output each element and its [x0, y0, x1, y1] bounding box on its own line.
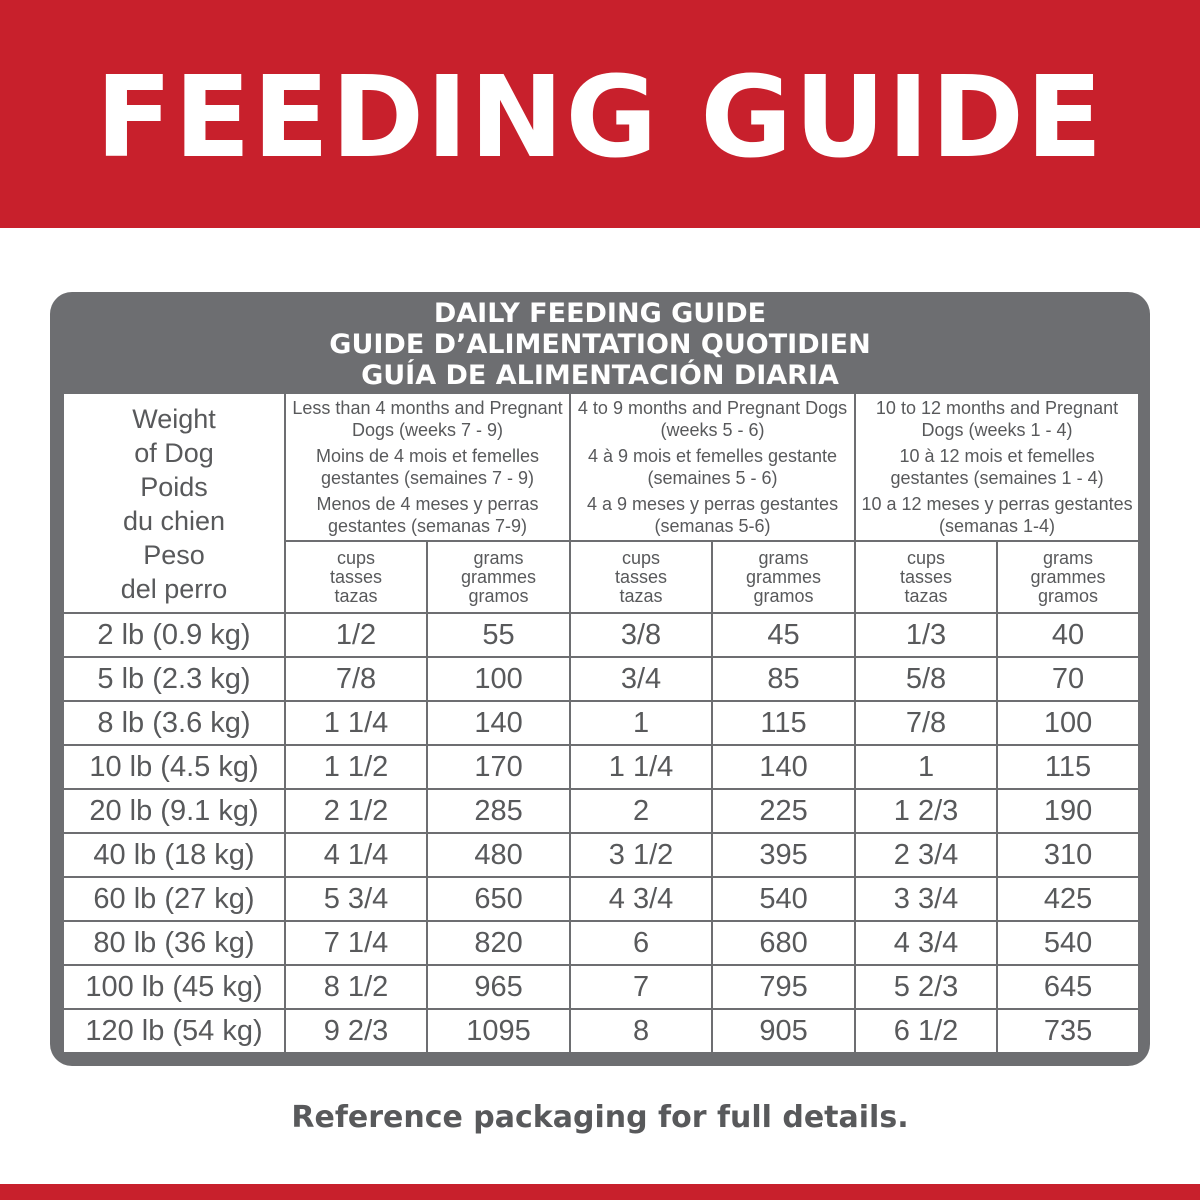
grams-cell: 140 [712, 745, 855, 789]
grams-cell: 540 [997, 921, 1139, 965]
grams-cell: 285 [427, 789, 570, 833]
grams-cell: 905 [712, 1009, 855, 1053]
grams-cell: 190 [997, 789, 1139, 833]
grams-cell: 310 [997, 833, 1139, 877]
grams-cell: 735 [997, 1009, 1139, 1053]
cups-cell: 3 1/2 [570, 833, 712, 877]
weight-cell: 120 lb (54 kg) [63, 1009, 285, 1053]
table-row [63, 965, 1139, 1009]
grams-cell: 115 [997, 745, 1139, 789]
grams-cell: 1095 [427, 1009, 570, 1053]
unit-header-grams: grams grammes gramos [997, 541, 1139, 613]
grams-cell: 70 [997, 657, 1139, 701]
cups-cell: 1 2/3 [855, 789, 997, 833]
weight-cell: 80 lb (36 kg) [63, 921, 285, 965]
guide-title-es: GUÍA DE ALIMENTACIÓN DIARIA [361, 359, 839, 391]
grams-cell: 795 [712, 965, 855, 1009]
grams-cell: 820 [427, 921, 570, 965]
grams-cell: 965 [427, 965, 570, 1009]
cups-cell: 1 1/4 [285, 701, 427, 745]
grams-cell: 45 [712, 613, 855, 657]
weight-cell: 2 lb (0.9 kg) [63, 613, 285, 657]
grams-cell: 480 [427, 833, 570, 877]
grams-cell: 170 [427, 745, 570, 789]
cups-cell: 3/8 [570, 613, 712, 657]
cups-cell: 3/4 [570, 657, 712, 701]
age-group-header-3: 10 to 12 months and Pregnant Dogs (weeks 1 - 4) 10 à 12 mois et femelles gestantes (semaines 1 - 4) 10 a 12 meses y perras gestantes (semanas 1-4) [855, 393, 1139, 541]
footer-note: Reference packaging for full details. [291, 1100, 909, 1135]
grams-cell: 395 [712, 833, 855, 877]
weight-cell: 100 lb (45 kg) [63, 965, 285, 1009]
weight-cell: 10 lb (4.5 kg) [63, 745, 285, 789]
cups-cell: 5/8 [855, 657, 997, 701]
weight-cell: 8 lb (3.6 kg) [63, 701, 285, 745]
unit-header-grams: grams grammes gramos [427, 541, 570, 613]
grams-cell: 115 [712, 701, 855, 745]
table-row [63, 789, 1139, 833]
cups-cell: 4 1/4 [285, 833, 427, 877]
unit-header-cups: cups tasses tazas [285, 541, 427, 613]
guide-title-fr: GUIDE D’ALIMENTATION QUOTIDIEN [329, 328, 871, 360]
cups-cell: 1/3 [855, 613, 997, 657]
table-row [63, 921, 1139, 965]
weight-column-header: Weight of Dog Poids du chien Peso del perro [63, 393, 285, 613]
weight-cell: 5 lb (2.3 kg) [63, 657, 285, 701]
table-row [63, 701, 1139, 745]
feeding-guide-banner [0, 0, 1200, 228]
grams-cell: 55 [427, 613, 570, 657]
grams-cell: 650 [427, 877, 570, 921]
grams-cell: 425 [997, 877, 1139, 921]
cups-cell: 6 [570, 921, 712, 965]
cups-cell: 2 1/2 [285, 789, 427, 833]
grams-cell: 40 [997, 613, 1139, 657]
banner-title: FEEDING GUIDE [95, 53, 1105, 183]
cups-cell: 1 1/2 [285, 745, 427, 789]
weight-cell: 40 lb (18 kg) [63, 833, 285, 877]
grams-cell: 645 [997, 965, 1139, 1009]
grams-cell: 225 [712, 789, 855, 833]
grams-cell: 680 [712, 921, 855, 965]
cups-cell: 7 1/4 [285, 921, 427, 965]
guide-title-en: DAILY FEEDING GUIDE [433, 297, 767, 329]
feeding-table-body [63, 613, 1139, 1053]
table-row [63, 657, 1139, 701]
cups-cell: 7 [570, 965, 712, 1009]
cups-cell: 8 [570, 1009, 712, 1053]
cups-cell: 7/8 [285, 657, 427, 701]
cups-cell: 5 2/3 [855, 965, 997, 1009]
grams-cell: 100 [427, 657, 570, 701]
age-group-header-1: Less than 4 months and Pregnant Dogs (weeks 7 - 9) Moins de 4 mois et femelles gestantes (semaines 7 - 9) Menos de 4 meses y perras gestantes (semanas 7-9) [285, 393, 570, 541]
table-row [63, 1009, 1139, 1053]
table-row [63, 877, 1139, 921]
cups-cell: 4 3/4 [855, 921, 997, 965]
grams-cell: 100 [997, 701, 1139, 745]
grams-cell: 140 [427, 701, 570, 745]
feeding-table [62, 392, 1140, 1054]
cups-cell: 7/8 [855, 701, 997, 745]
weight-cell: 60 lb (27 kg) [63, 877, 285, 921]
table-row [63, 833, 1139, 877]
cups-cell: 4 3/4 [570, 877, 712, 921]
cups-cell: 9 2/3 [285, 1009, 427, 1053]
cups-cell: 1 [855, 745, 997, 789]
grams-cell: 85 [712, 657, 855, 701]
unit-header-cups: cups tasses tazas [855, 541, 997, 613]
daily-feeding-guide-panel [50, 292, 1150, 1066]
table-row [63, 745, 1139, 789]
cups-cell: 1 1/4 [570, 745, 712, 789]
bottom-red-bar [0, 1184, 1200, 1200]
grams-cell: 540 [712, 877, 855, 921]
table-row [63, 613, 1139, 657]
cups-cell: 3 3/4 [855, 877, 997, 921]
cups-cell: 2 3/4 [855, 833, 997, 877]
cups-cell: 2 [570, 789, 712, 833]
age-group-header-2: 4 to 9 months and Pregnant Dogs (weeks 5 - 6) 4 à 9 mois et femelles gestante (semaines 5 - 6) 4 a 9 meses y perras gestantes (semanas 5-6) [570, 393, 855, 541]
unit-header-grams: grams grammes gramos [712, 541, 855, 613]
cups-cell: 1/2 [285, 613, 427, 657]
cups-cell: 6 1/2 [855, 1009, 997, 1053]
cups-cell: 8 1/2 [285, 965, 427, 1009]
cups-cell: 5 3/4 [285, 877, 427, 921]
guide-header [50, 292, 1150, 392]
weight-cell: 20 lb (9.1 kg) [63, 789, 285, 833]
cups-cell: 1 [570, 701, 712, 745]
unit-header-cups: cups tasses tazas [570, 541, 712, 613]
